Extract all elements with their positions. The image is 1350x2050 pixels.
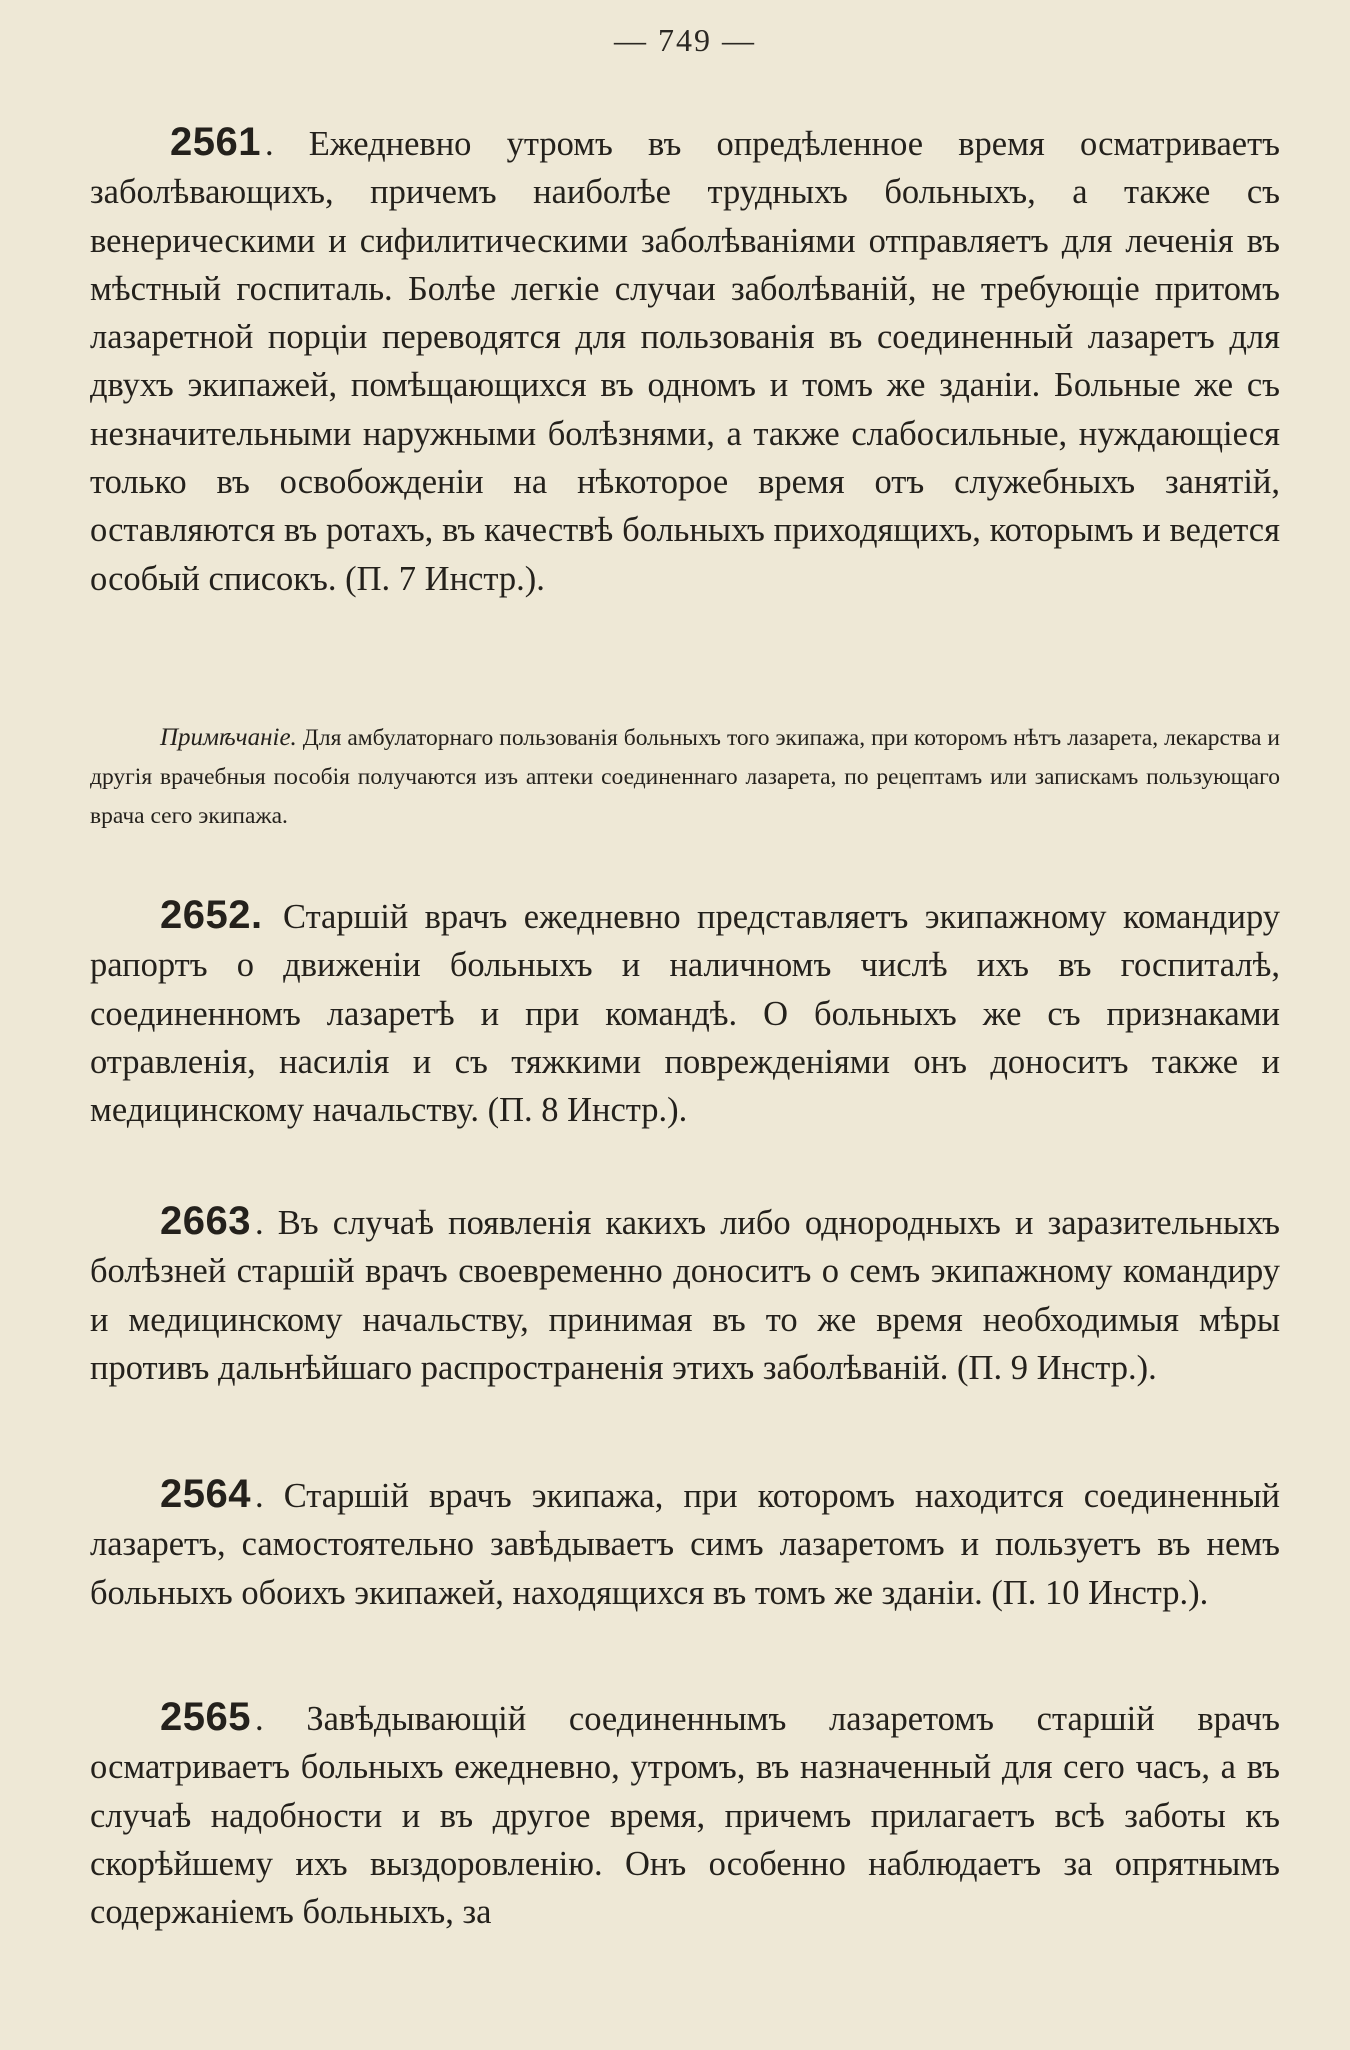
article-2652 [90, 891, 1280, 1134]
article-number: 2663 [160, 1199, 251, 1243]
note-label: Примѣчаніе. [160, 724, 297, 751]
article-number: 2564 [160, 1472, 251, 1516]
article-text: . Старшій врачъ экипажа, при которомъ находится соединенный лазаретъ, самостоятельно завѣдываетъ симъ лазаретомъ и пользуетъ въ немъ больныхъ обоихъ экипажей, находящихся въ томъ же зданіи. (П. 10 Инстр.). [90, 1477, 1280, 1612]
document-page [90, 0, 1280, 2050]
page-number: — 749 — [614, 22, 756, 58]
article-text: . Въ случаѣ появленія какихъ либо однородныхъ и заразительныхъ болѣзней старшій врачъ своевременно доноситъ о семъ экипажному командиру и медицинскому начальству, принимая въ то же время необходимыя мѣры противъ дальнѣйшаго распространенія этихъ заболѣваній. (П. 9 Инстр.). [90, 1204, 1280, 1387]
article-2561 [90, 118, 1280, 603]
note-text: Для амбулаторнаго пользованія больныхъ того экипажа, при которомъ нѣтъ лазарета, лекарства и другія врачебныя пособія получаются изъ аптеки соединеннаго лазарета, по рецептамъ или запискамъ пользующаго врача сего экипажа. [90, 725, 1280, 829]
article-number: 2565 [160, 1695, 251, 1739]
article-2663 [90, 1197, 1280, 1392]
article-number: 2561 [170, 120, 261, 164]
article-number: 2652. [160, 893, 263, 937]
article-text: Старшій врачъ ежедневно представляетъ экипажному командиру рапортъ о движеніи больныхъ и наличномъ числѣ ихъ въ госпиталѣ, соединенномъ лазаретѣ и при командѣ. О больныхъ же съ признаками отравленія, насилія и съ тяжкими поврежденіями онъ доноситъ также и медицинскому начальству. (П. 8 Инстр.). [90, 898, 1280, 1130]
note-paragraph [90, 718, 1280, 836]
article-text: . Ежедневно утромъ въ опредѣленное время осматриваетъ заболѣвающихъ, причемъ наиболѣе трудныхъ больныхъ, а также съ венерическими и сифилитическими заболѣваніями отправляетъ для леченія въ мѣстный госпиталь. Болѣе легкіе случаи заболѣваній, не требующіе притомъ лазаретной порціи переводятся для пользованія въ соединенный лазаретъ для двухъ экипажей, помѣщающихся въ одномъ и томъ же зданіи. Больные же съ незначительными наружными болѣзнями, а также слабосильные, нуждающіеся только въ освобожденіи на нѣкоторое время отъ служебныхъ занятій, оставляются въ ротахъ, въ качествѣ больныхъ приходящихъ, которымъ и ведется особый списокъ. (П. 7 Инстр.). [90, 125, 1280, 598]
article-2564 [90, 1470, 1280, 1617]
article-2565 [90, 1693, 1280, 1936]
article-text: . Завѣдывающій соединеннымъ лазаретомъ старшій врачъ осматриваетъ больныхъ ежедневно, утромъ, въ назначенный для сего часъ, а въ случаѣ надобности и въ другое время, причемъ прилагаетъ всѣ заботы къ скорѣйшему ихъ выздоровленію. Онъ особенно наблюдаетъ за опрятнымъ содержаніемъ больныхъ, за [90, 1700, 1280, 1932]
